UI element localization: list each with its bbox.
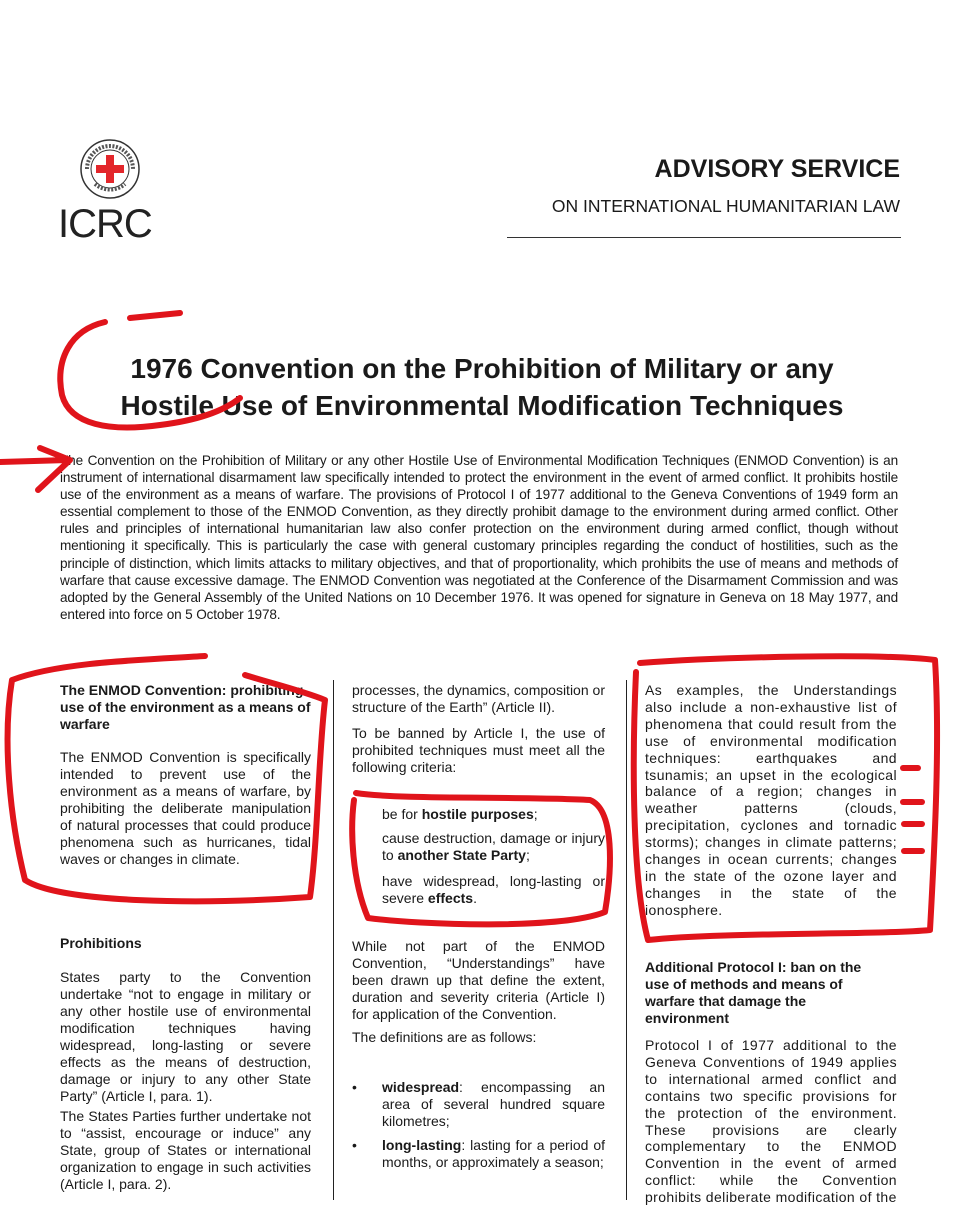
definition-term: long-lasting [382, 1137, 462, 1153]
prohibitions-paragraph: States party to the Convention undertake “not to engage in military or any other hostile use of environmental modification techniques having widespread, long-lasting or severe effects as the means of destruction, damage or injury to any other State Party” (Article I, para. 1). [60, 969, 311, 1104]
definition-text: : encompassing an area of several hundred square kilometres; [382, 1079, 605, 1129]
icrc-logo-text: ICRC [58, 202, 152, 246]
criterion-item [382, 873, 605, 907]
heading-protocol-i: Additional Protocol I: ban on the use of methods and means of warfare that damage the environment [645, 959, 862, 1026]
service-title: ADVISORY SERVICE [654, 155, 900, 183]
criterion-text: ; [533, 806, 538, 822]
bullet: • [352, 1079, 357, 1095]
column-divider [626, 680, 627, 1200]
intro-paragraph: The Convention on the Prohibition of Military or any other Hostile Use of Environmental Modification Techniques (ENMOD Convention) is an instrument of international disarmament law specifically intended to protect the environment in the event of armed conflict. It prohibits hostile use of the environment as a means of warfare. The provisions of Protocol I of 1977 additional to the Geneva Conventions of 1949 form an essential complement to those of the ENMOD Convention, as they directly prohibit damage to the environment during armed conflict. Other rules and principles of international humanitarian law also confer protection on the environment during armed conflict, though without mentioning it specifically. This is particularly the case with general customary principles regarding the conduct of hostilities, such as the principle of distinction, which limits attacks to military objectives, and that of proportionality, which prohibits the use of means and methods of warfare that cause excessive damage. The ENMOD Convention was negotiated at the Conference of the Disarmament Commission and was adopted by the General Assembly of the United Nations on 10 December 1976. It was opened for signature in Geneva on 18 May 1977, and entered into force on 5 October 1978. [60, 453, 898, 622]
states-parties-paragraph: The States Parties further undertake not to “assist, encourage or induce” any State, group of States or international organization to engage in such activities (Article I, para. 2). [60, 1108, 311, 1192]
article-ii-paragraph: processes, the dynamics, composition or structure of the Earth” (Article II). [352, 682, 605, 715]
criterion-bold: hostile purposes [421, 806, 534, 822]
definitions-intro: The definitions are as follows: [352, 1029, 537, 1045]
title-line-2: Hostile Use of Environmental Modification Techniques [120, 390, 844, 421]
bullet: • [352, 1137, 357, 1153]
definition-item [352, 1079, 605, 1130]
criterion-text: be for [382, 806, 422, 822]
service-subtitle: ON INTERNATIONAL HUMANITARIAN LAW [551, 196, 900, 216]
document-title [40, 350, 924, 424]
criterion-text: have widespread, long-lasting or severe [382, 873, 605, 906]
dash-mark [130, 313, 180, 318]
criterion-item [382, 806, 605, 823]
definition-text: : lasting for a period of months, or approximately a season; [382, 1137, 605, 1170]
heading-prohibitions: Prohibitions [60, 935, 142, 951]
examples-paragraph: As examples, the Understandings also include a non-exhaustive list of phenomena that could result from the use of environmental modification techniques: earthquakes and tsunamis; an upset in the ecological balance of a region; changes in weather patterns (clouds, precipitation, cyclones and tornadic storms); changes in climate patterns; changes in ocean currents; changes in the state of the ozone layer and changes in the state of the ionosphere. [645, 682, 897, 918]
definition-term: widespread [382, 1079, 460, 1095]
criterion-text: . [473, 890, 477, 906]
criterion-text: cause destruction, damage or injury to [382, 830, 605, 863]
criterion-text: ; [525, 847, 530, 863]
criteria-intro: To be banned by Article I, the use of prohibited techniques must meet all the following criteria: [352, 725, 605, 775]
header-rule [507, 237, 901, 238]
definition-item [352, 1137, 605, 1171]
understandings-paragraph: While not part of the ENMOD Convention, “Understandings” have been drawn up that define the extent, duration and severity criteria (Article I) for application of the Convention. [352, 938, 605, 1022]
criterion-item [382, 830, 605, 864]
enmod-paragraph: The ENMOD Convention is specifically intended to prevent use of the environment as a means of warfare, by prohibiting the deliberate manipulation of natural processes that could produce phenomena such as hurricanes, tidal waves or changes in climate. [60, 749, 311, 867]
criterion-bold: effects [427, 890, 474, 906]
heading-enmod-convention: The ENMOD Convention: prohibiting use of the environment as a means of warfare [60, 682, 311, 732]
protocol-i-paragraph: Protocol I of 1977 additional to the Geneva Conventions of 1949 applies to international armed conflict and contains two specific provisions for the protection of the environment. These provisions are clearly complementary to the ENMOD Convention in the event of armed conflict: while the Convention prohibits deliberate modification of the [645, 1037, 897, 1206]
column-divider [333, 680, 334, 1200]
title-line-1: 1976 Convention on the Prohibition of Military or any [130, 353, 834, 384]
icrc-emblem-icon [79, 138, 141, 200]
criterion-bold: another State Party [397, 847, 526, 863]
